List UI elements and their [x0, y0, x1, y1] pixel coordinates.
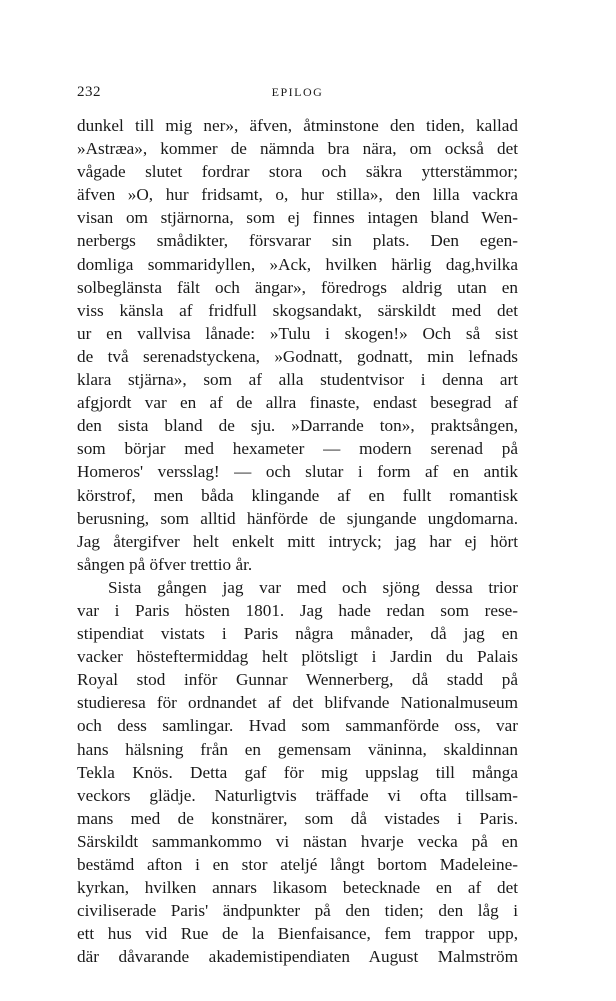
text-line: den sista bland de sju. »Darrande ton», praktsången, — [77, 416, 518, 436]
text-line: Royal stod inför Gunnar Wennerberg, då stadd på — [77, 670, 518, 690]
text-line: hans hälsning från en gemensam väninna, skaldinnan — [77, 739, 518, 759]
text-line: vågade slutet fordrar stora och säkra ytterstämmor; — [77, 162, 518, 182]
text-line: var i Paris hösten 1801. Jag hade redan som rese- — [77, 600, 518, 620]
running-head: EPILOG — [271, 85, 324, 99]
text-line: äfven »O, hur fridsamt, o, hur stilla», den lilla vackra — [77, 185, 518, 205]
text-line: klara stjärna», som af alla studentvisor i denna art — [77, 370, 518, 390]
text-line: bestämd afton i en stor ateljé långt bortom Madeleine- — [77, 855, 518, 874]
text-line: dunkel till mig ner», äfven, åtminstone den tiden, kallad — [77, 116, 518, 135]
text-line: Sista gången jag var med och sjöng dessa trior — [108, 577, 518, 597]
text-line: mans med de konstnärer, som då vistades i Paris. — [77, 808, 518, 828]
text-line: där dåvarande akademistipendiaten August Malmström — [77, 947, 518, 967]
text-line: solbeglänsta fält och ängar», föredrogs aldrig utan en — [77, 277, 518, 297]
text-line: som börjar med hexameter — modern serenad på — [77, 439, 518, 459]
text-line: viss känsla af fridfull skogsandakt, särskildt med det — [77, 300, 518, 320]
text-line: sången på öfver trettio år. — [77, 554, 253, 574]
text-line: ett hus vid Rue de la Bienfaisance, fem trappor upp, — [77, 924, 518, 944]
text-line: Särskildt sammankommo vi nästan hvarje vecka på en — [77, 831, 518, 851]
text-line: nerbergs smådikter, försvarar sin plats. Den egen- — [77, 231, 518, 251]
page-header — [77, 84, 518, 104]
text-line: vacker hösteftermiddag helt plötsligt i Jardin du Palais — [77, 647, 518, 667]
text-line: »Astræa», kommer de nämnda bra nära, om också det — [77, 139, 518, 159]
text-line: Homeros' versslag! — och slutar i form af en antik — [77, 462, 518, 482]
text-line: veckors glädje. Naturligtvis träffade vi ofta tillsam- — [77, 785, 518, 805]
text-line: kyrkan, hvilken annars likasom betecknade en af det — [77, 878, 518, 898]
text-line: de två serenadstyckena, »Godnatt, godnatt, min lefnads — [77, 346, 518, 366]
body-text — [77, 114, 518, 968]
text-line: civiliserade Paris' ändpunkter på den tiden; den låg i — [77, 901, 518, 921]
text-line: ur en vallvisa lånade: »Tulu i skogen!» Och så sist — [77, 323, 518, 343]
text-line: domliga sommaridyllen, »Ack, hvilken härlig dag,hvilka — [77, 254, 518, 274]
text-line: Tekla Knös. Detta gaf för mig uppslag till många — [77, 762, 518, 782]
text-line: Jag återgifver helt enkelt mitt intryck; jag har ej hört — [77, 531, 518, 551]
text-line: och dess samlingar. Hvad som sammanförde oss, var — [77, 716, 518, 736]
text-line: körstrof, men båda klingande af en fullt romantisk — [77, 485, 518, 505]
text-line: afgjordt var en af de allra finaste, endast besegrad af — [77, 393, 518, 413]
text-line: berusning, som alltid hänförde de sjungande ungdomarna. — [77, 508, 518, 528]
page-number: 232 — [77, 84, 101, 100]
text-line: stipendiat vistats i Paris några månader, då jag en — [77, 624, 518, 644]
text-line: visan om stjärnorna, som ej finnes intagen bland Wen- — [77, 208, 518, 228]
text-line: studieresa för ordnandet af det blifvande Nationalmuseum — [77, 693, 518, 713]
